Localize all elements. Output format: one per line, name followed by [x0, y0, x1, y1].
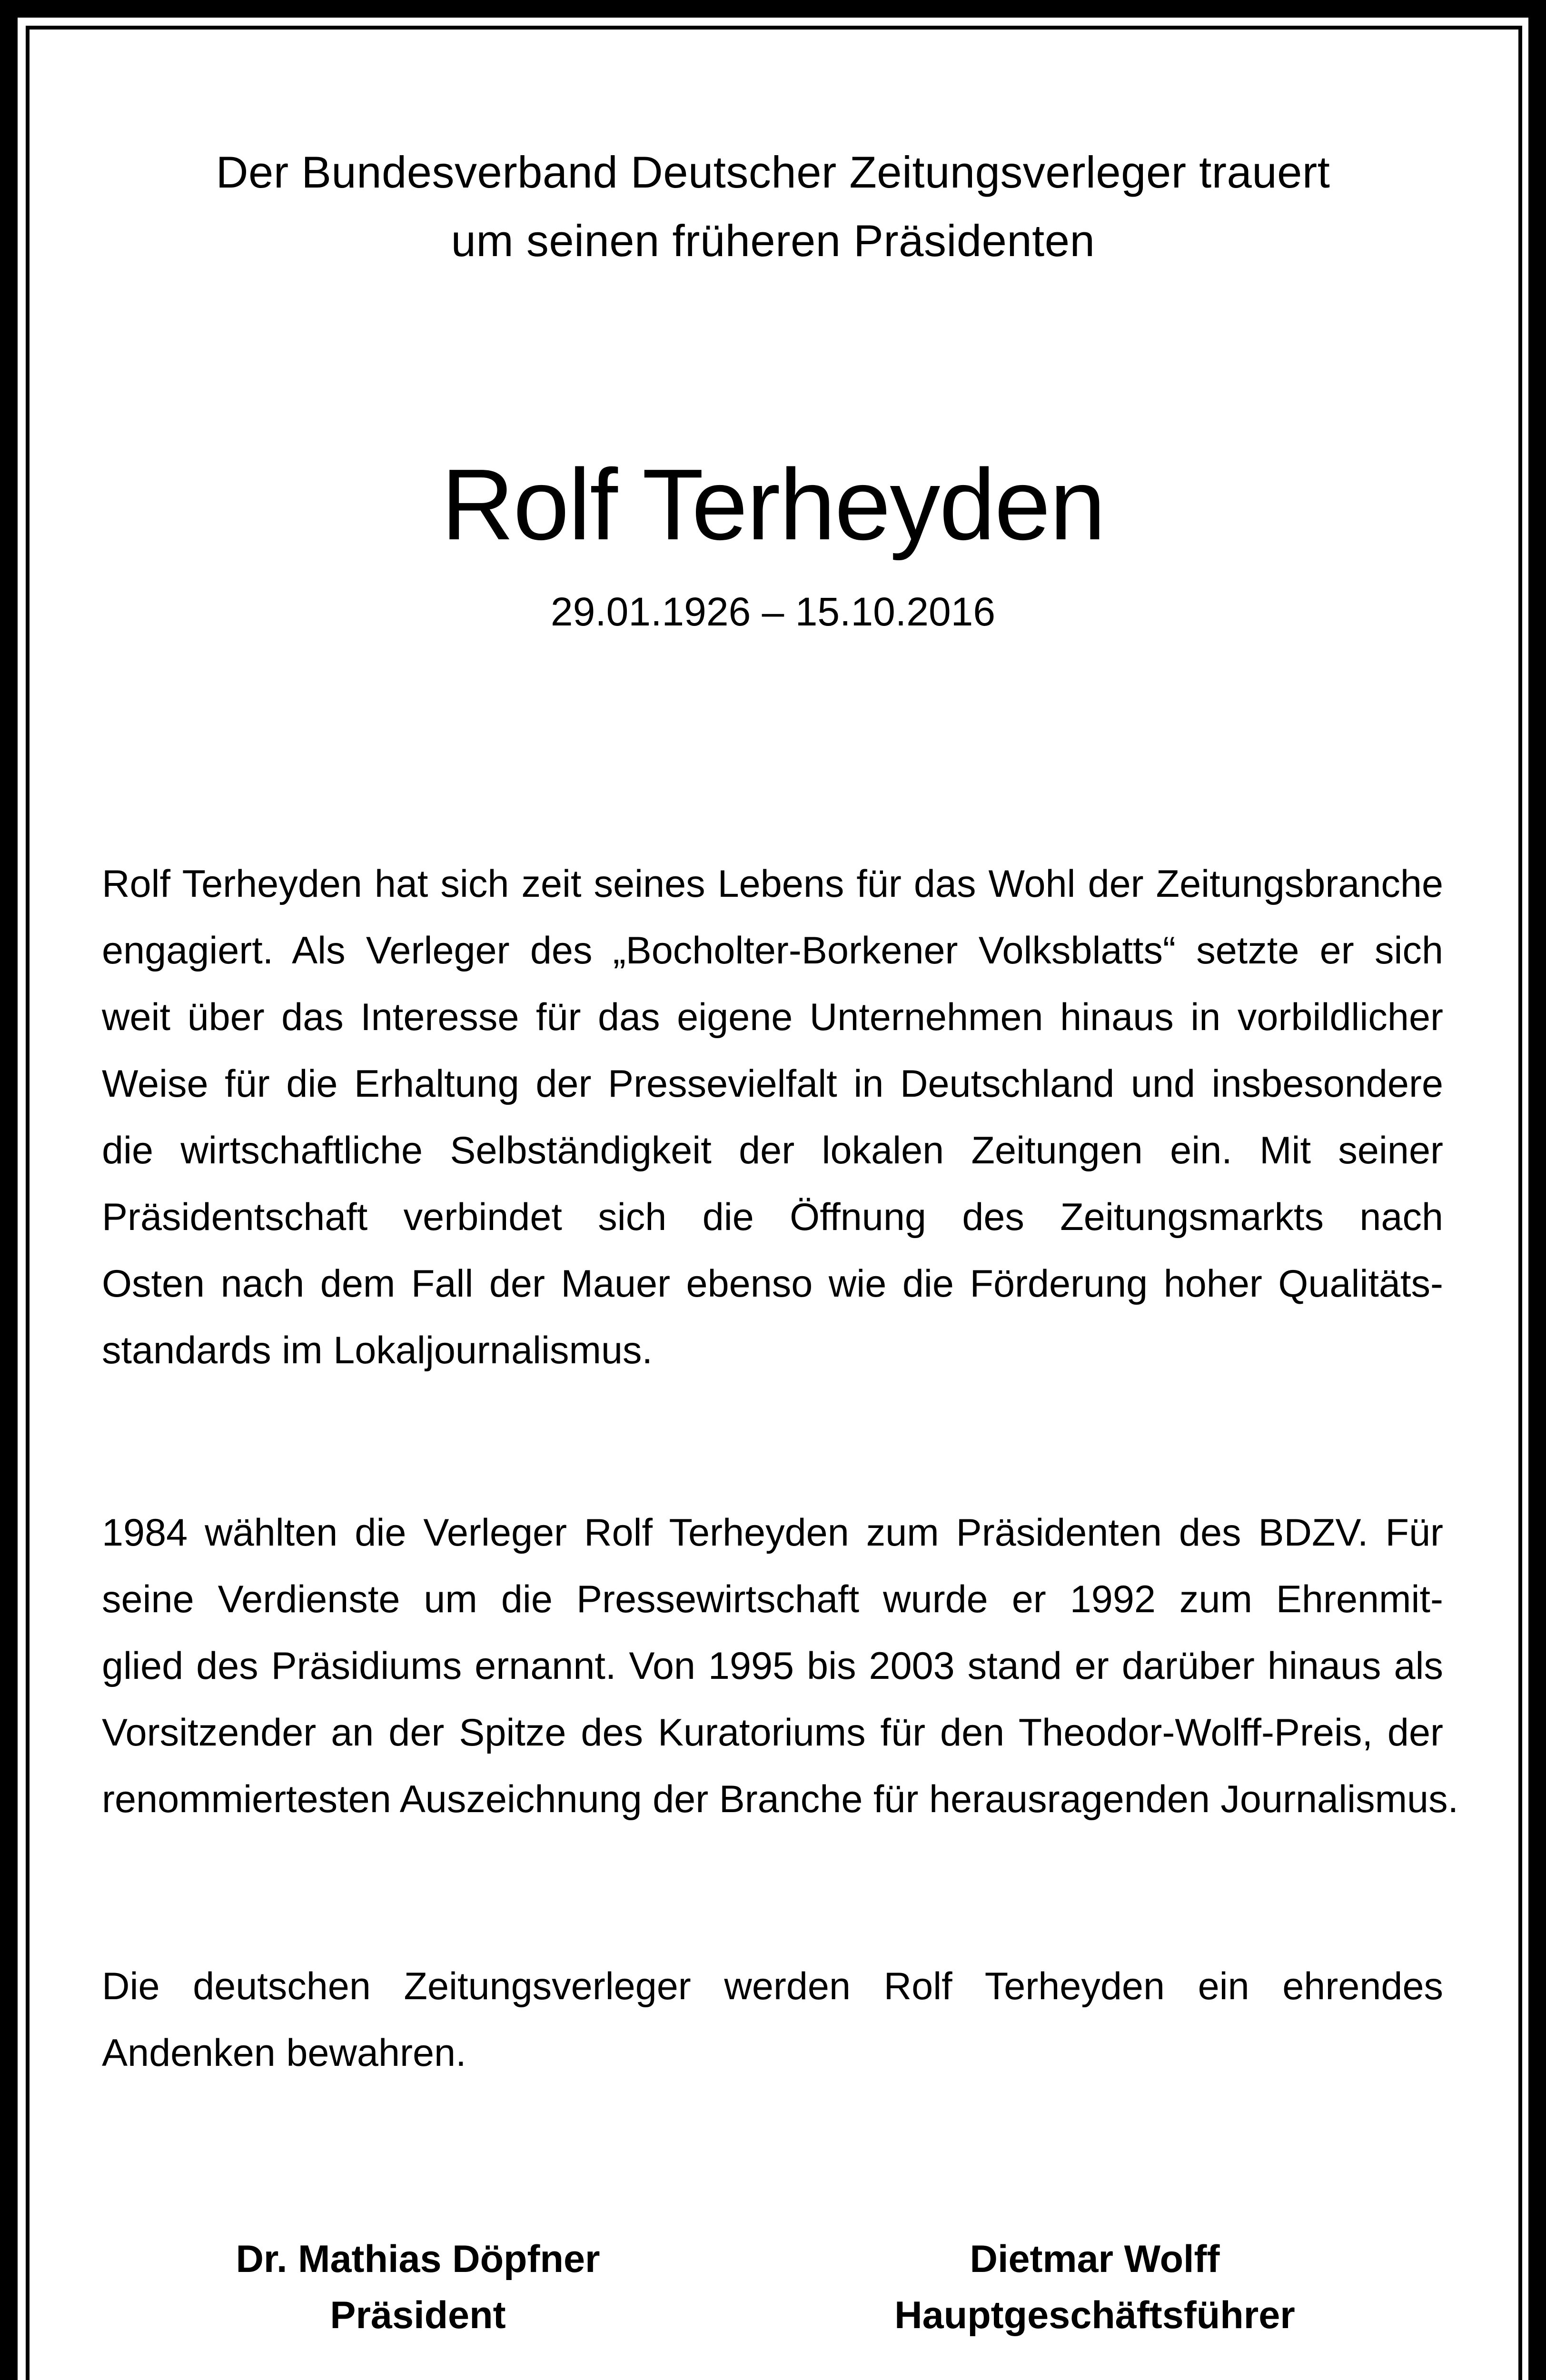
paragraph-line: Osten nach dem Fall der Mauer ebenso wie die Förderung hoher Qualitäts-: [102, 1262, 1443, 1305]
intro-heading: [26, 138, 1520, 275]
paragraph-line: engagiert. Als Verleger des „Bocholter-Borkener Volksblatts“ setzte er sich: [102, 929, 1443, 972]
signatory-title: Hauptgeschäftsführer: [894, 2294, 1295, 2337]
paragraph-line: die wirtschaftliche Selbständigkeit der lokalen Zeitungen ein. Mit seiner: [102, 1129, 1443, 1172]
paragraph-line: Präsidentschaft verbindet sich die Öffnung des Zeitungsmarkts nach: [102, 1196, 1443, 1239]
signatory-name: Dietmar Wolff: [970, 2238, 1220, 2281]
paragraph-line: Rolf Terheyden hat sich zeit seines Lebens für das Wohl der Zeitungsbranche: [102, 863, 1443, 905]
intro-line-2: um seinen früheren Präsidenten: [451, 216, 1095, 266]
paragraph-line: Weise für die Erhaltung der Pressevielfalt in Deutschland und insbesondere: [102, 1062, 1443, 1105]
signatory-title: Präsident: [330, 2294, 506, 2337]
paragraph-3: [102, 1953, 1443, 2086]
paragraph-line: Andenken bewahren.: [102, 2032, 466, 2074]
intro-line-1: Der Bundesverband Deutscher Zeitungsverleger trauert: [216, 147, 1330, 197]
paragraph-line: 1984 wählten die Verleger Rolf Terheyden zum Präsidenten des BDZV. Für: [102, 1511, 1443, 1554]
paragraph-line: renommiertesten Auszeichnung der Branche für herausragenden Journalismus.: [102, 1778, 1459, 1821]
paragraph-1: [102, 851, 1443, 1384]
deceased-name: Rolf Terheyden: [441, 448, 1105, 561]
signatory-president: [109, 2231, 727, 2343]
life-dates: 29.01.1926 – 15.10.2016: [550, 589, 996, 634]
paragraph-line: Die deutschen Zeitungsverleger werden Rolf Terheyden ein ehrendes: [102, 1965, 1443, 2008]
paragraph-line: Vorsitzender an der Spitze des Kuratoriums für den Theodor-Wolff-Preis, der: [102, 1711, 1443, 1754]
paragraph-line: weit über das Interesse für das eigene Unternehmen hinaus in vorbildlicher: [102, 996, 1443, 1039]
paragraph-line: seine Verdienste um die Pressewirtschaft wurde er 1992 zum Ehrenmit-: [102, 1578, 1443, 1621]
paragraph-2: [102, 1499, 1459, 1833]
paragraph-line: glied des Präsidiums ernannt. Von 1995 bis 2003 stand er darüber hinaus als: [102, 1645, 1443, 1687]
signatory-name: Dr. Mathias Döpfner: [236, 2238, 600, 2281]
paragraph-line: standards im Lokaljournalismus.: [102, 1329, 653, 1372]
signatory-managing-director: [785, 2231, 1404, 2343]
